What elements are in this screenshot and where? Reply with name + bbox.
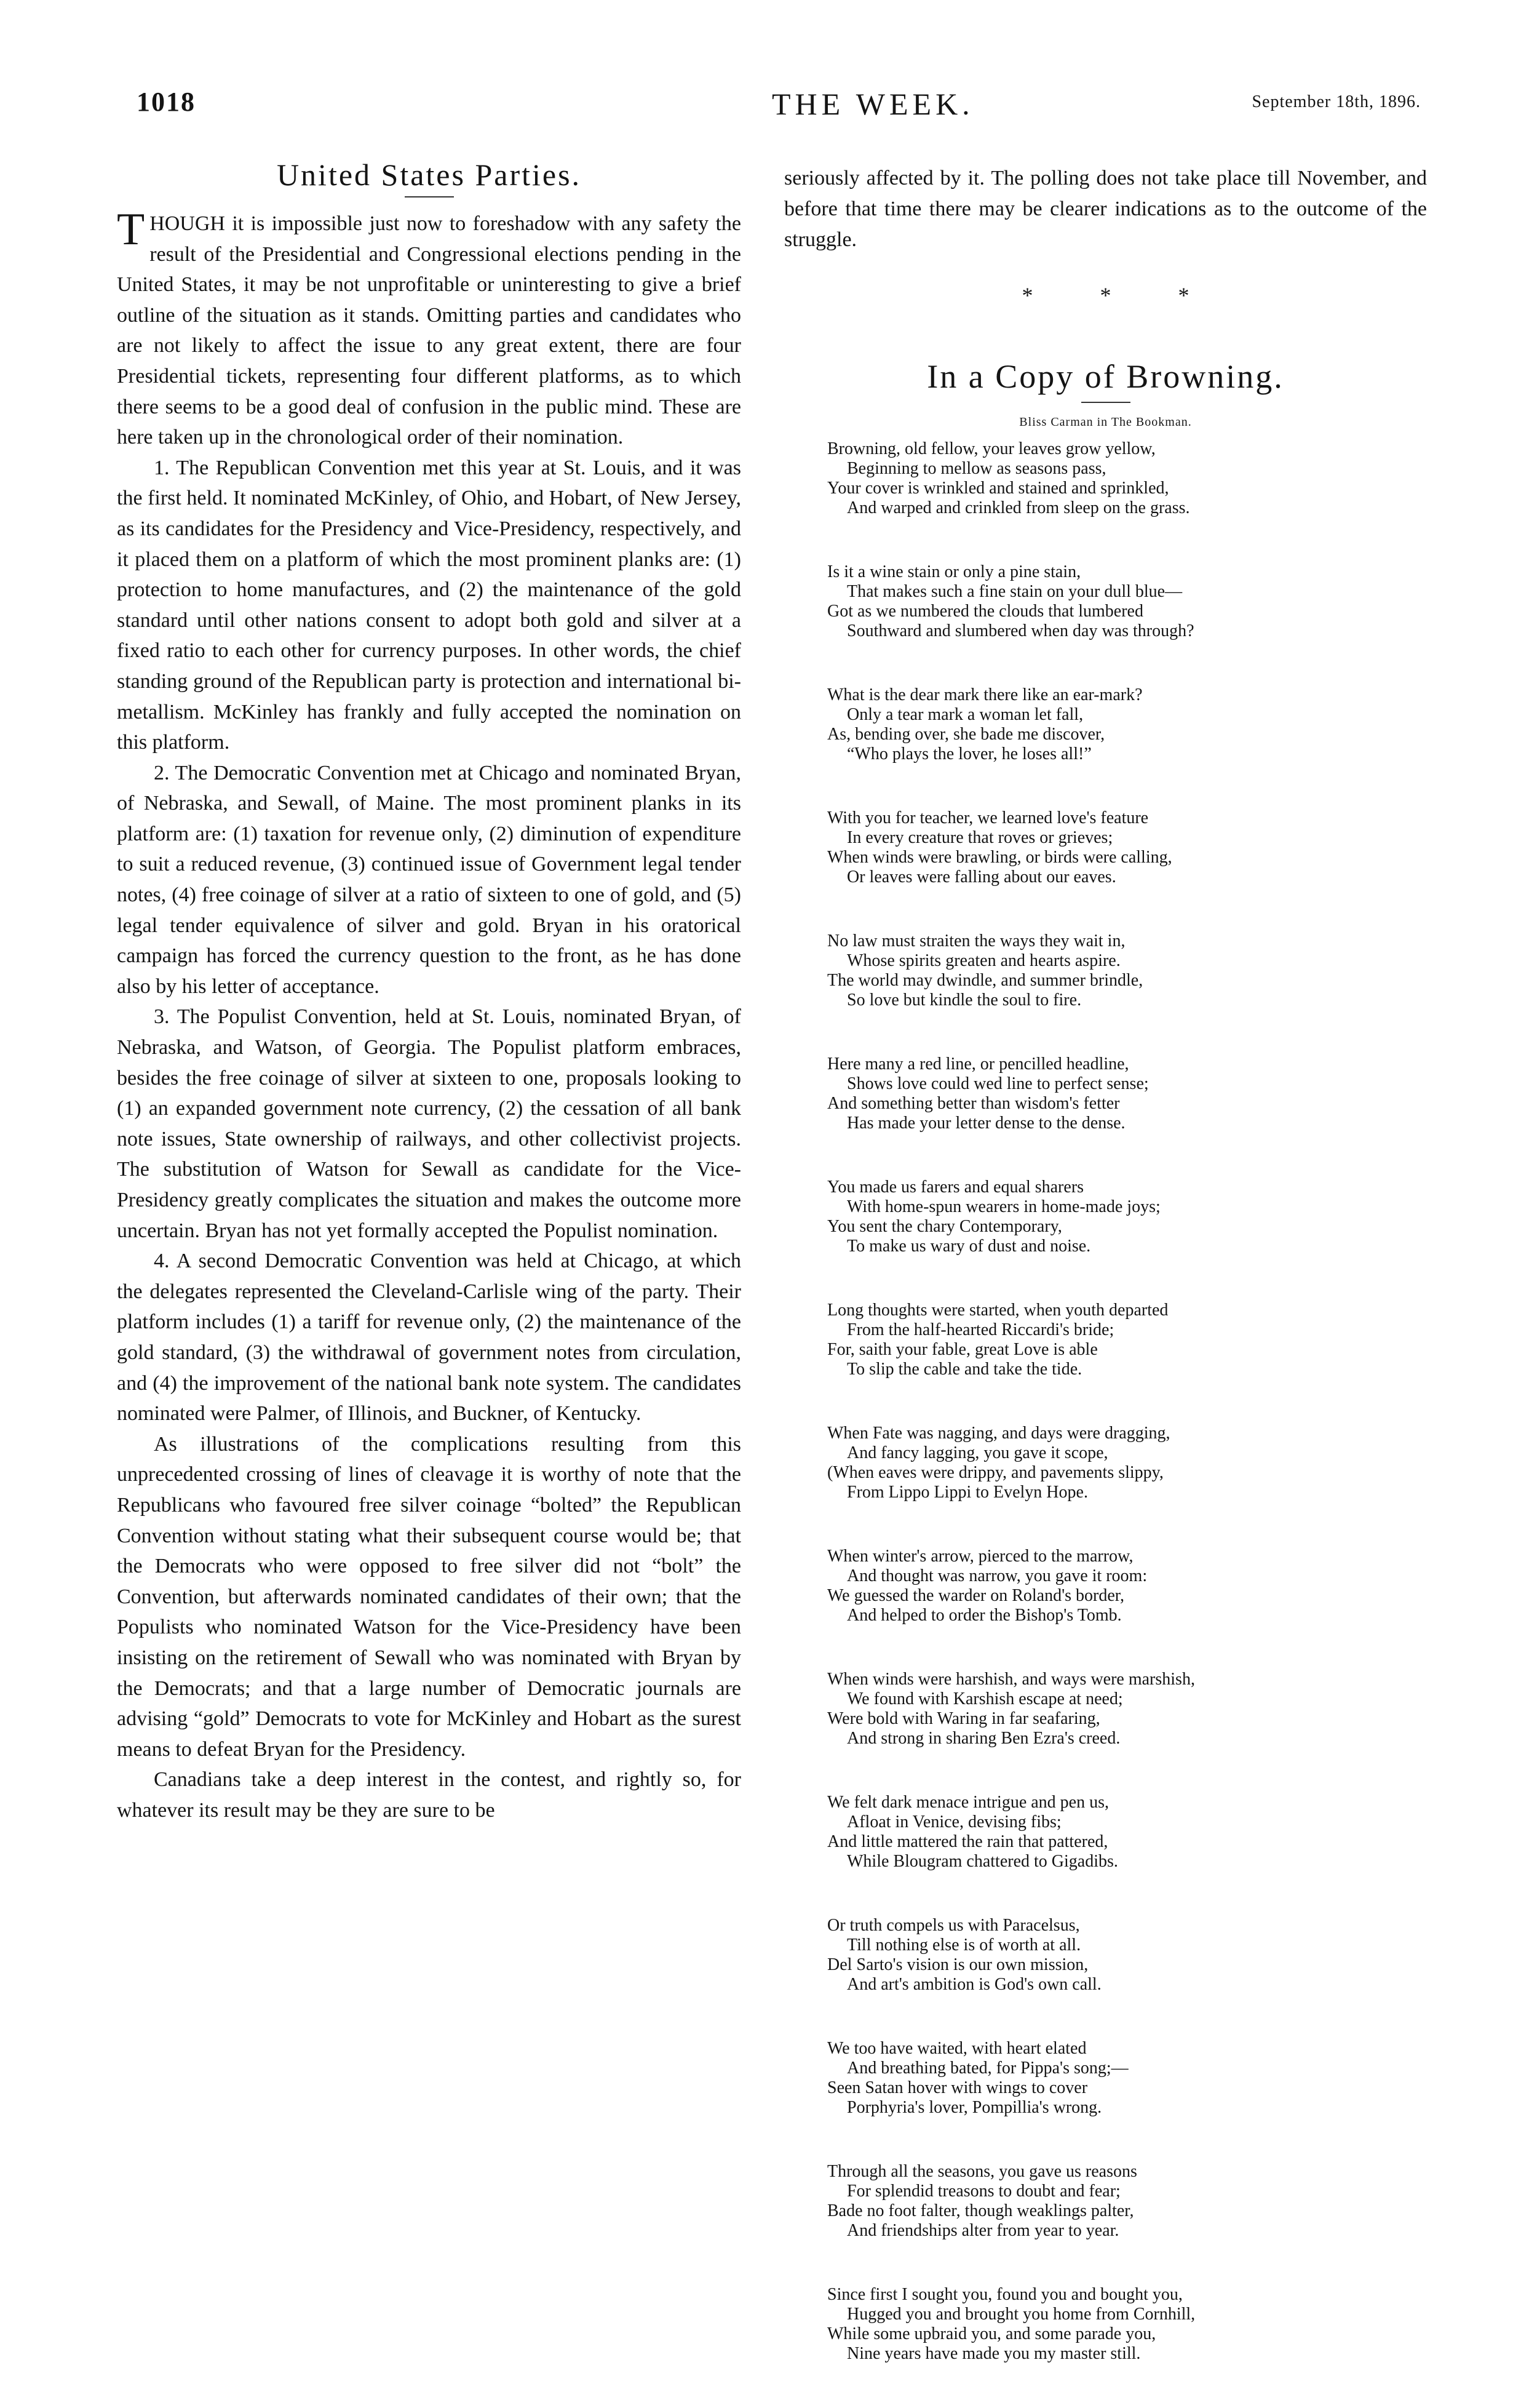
poem-line: Your cover is wrinkled and stained and sprinkled, (827, 479, 1169, 498)
poem-line: Afloat in Venice, devising fibs; (847, 1812, 1062, 1832)
poem-line: And friendships alter from year to year. (847, 2221, 1119, 2240)
poem-line: Nine years have made you my master still. (847, 2344, 1141, 2363)
poem-line: Or leaves were falling about our eaves. (847, 867, 1116, 887)
poem-line: For splendid treasons to doubt and fear; (847, 2182, 1121, 2201)
poem-stanza (827, 1178, 1427, 1256)
poem-line: For, saith your fable, great Love is able (827, 1340, 1098, 1359)
poem-stanza (827, 2162, 1427, 2241)
poem-stanza (827, 808, 1427, 887)
poem-line: “Who plays the lover, he loses all!” (847, 744, 1092, 763)
poem-line: We found with Karshish escape at need; (847, 1689, 1123, 1708)
poem-line: And thought was narrow, you gave it room: (847, 1566, 1148, 1585)
poem-line: While some upbraid you, and some parade you, (827, 2324, 1156, 2343)
poem-line: When winds were brawling, or birds were calling, (827, 848, 1172, 867)
poem-stanza (827, 1301, 1427, 1379)
poem-line: What is the dear mark there like an ear-mark? (827, 685, 1143, 704)
poem-line: While Blougram chattered to Gigadibs. (847, 1852, 1118, 1871)
title-rule (405, 196, 454, 197)
poem-stanza (827, 2285, 1427, 2364)
poem-stanza (827, 1670, 1427, 1748)
article-paragraph: 3. The Populist Convention, held at St. Louis, nominated Bryan, of Nebraska, and Watson, of Georgia. The Populist platform embraces, besides the free coinage of silver at sixteen to one, proposals looking to (1) an expanded government note currency, (2) the cessation of all bank note issues, State ownership of railways, and other collectivist projects. The substitution of Watson for Sewall as candidate for the Vice-Presidency greatly complicates the situation and makes the outcome more uncertain. Bryan has not yet formally accepted the Populist nomination. (117, 1005, 741, 1242)
poem-line: (When eaves were drippy, and pavements slippy, (827, 1463, 1164, 1482)
poem-title-rule (1081, 402, 1130, 403)
article-paragraph: Canadians take a deep interest in the contest, and rightly so, for whatever its result may be they are sure to be (117, 1768, 741, 1822)
poem-line: We felt dark menace intrigue and pen us, (827, 1793, 1110, 1812)
poem-stanzas (784, 439, 1427, 2364)
asterism-divider: * * * (1022, 283, 1220, 308)
poem-stanza (827, 1916, 1427, 1995)
poem-stanza (827, 685, 1427, 764)
poem-line: Beginning to mellow as seasons pass, (847, 459, 1106, 478)
poem-line: Has made your letter dense to the dense. (847, 1114, 1126, 1133)
poem-stanza (827, 1054, 1427, 1133)
poem-line: To slip the cable and take the tide. (847, 1360, 1082, 1379)
page-number: 1018 (137, 87, 196, 117)
poem-line: With you for teacher, we learned love's feature (827, 808, 1149, 827)
article-continuation (784, 163, 1427, 255)
poem-line: We too have waited, with heart elated (827, 2039, 1087, 2058)
poem-line: No law must straiten the ways they wait in, (827, 931, 1126, 951)
poem-stanza (827, 931, 1427, 1010)
article-paragraph: As illustrations of the complications resulting from this unprecedented crossing of lines of cleavage it is worthy of note that the Republicans who favoured free silver coinage “bolted” the Republican Convention without stating what their subsequent course would be; that the Democrats who were opposed to free silver did not “bolt” the Convention, but afterwards nominated candidates of their own; that the Populists who nominated Watson for the Vice-Presidency have been insisting on the retirement of Sewall who was nominated with Bryan by the Democrats; and that a large number of Democratic journals are advising “gold” Democrats to vote for McKinley and Hobart as the surest means to defeat Bryan for the Presidency. (117, 1432, 741, 1761)
poem-line: When winds were harshish, and ways were marshish, (827, 1670, 1195, 1689)
poem-line: Were bold with Waring in far seafaring, (827, 1709, 1100, 1728)
poem-title: In a Copy of Browning. (927, 358, 1284, 395)
poem-line: Long thoughts were started, when youth departed (827, 1301, 1169, 1320)
poem-line: In every creature that roves or grieves; (847, 828, 1113, 847)
poem-line: From Lippo Lippi to Evelyn Hope. (847, 1483, 1088, 1502)
poem-line: Whose spirits greaten and hearts aspire. (847, 951, 1121, 970)
publication-title: THE WEEK. (772, 87, 974, 121)
poem-line: We guessed the warder on Roland's border, (827, 1586, 1124, 1605)
poem-line: And little mattered the rain that pattered, (827, 1832, 1108, 1851)
poem-line: Shows love could wed line to perfect sense; (847, 1074, 1149, 1093)
poem-line: Seen Satan hover with wings to cover (827, 2078, 1088, 2097)
article-body (117, 204, 741, 1825)
poem-line: So love but kindle the soul to fire. (847, 991, 1082, 1010)
issue-date: September 18th, 1896. (1252, 92, 1421, 111)
poem-line: Southward and slumbered when day was through? (847, 621, 1194, 640)
poem-line: When winter's arrow, pierced to the marrow, (827, 1547, 1134, 1566)
poem-line: Since first I sought you, found you and bought you, (827, 2285, 1183, 2304)
article-title: United States Parties. (276, 157, 582, 192)
article-paragraph: 4. A second Democratic Convention was held at Chicago, at which the delegates represented the Cleveland-Carlisle wing of the party. Their platform includes (1) a tariff for revenue only, (2) the maintenance of the gold standard, (3) the withdrawal of government notes from circulation, and (4) the improvement of the national bank note system. The candidates nominated were Palmer, of Illinois, and Buckner, of Kentucky. (117, 1250, 741, 1425)
running-head (123, 86, 1421, 135)
poem-line: To make us wary of dust and noise. (847, 1237, 1091, 1256)
poem-line: Is it a wine stain or only a pine stain, (827, 562, 1081, 581)
continuation-paragraph: seriously affected by it. The polling does not take place till November, and before that time there may be clearer indications as to the outcome of the struggle. (784, 167, 1427, 251)
poem-source: Bliss Carman in The Bookman. (1019, 415, 1192, 429)
poem-line: As, bending over, she bade me discover, (827, 725, 1105, 744)
poem-line: You made us farers and equal sharers (827, 1178, 1084, 1197)
article-paragraph: 2. The Democratic Convention met at Chicago and nominated Bryan, of Nebraska, and Sewall, of Maine. The most prominent planks in its platform are: (1) taxation for revenue only, (2) diminution of expenditure to suit a reduced revenue, (3) continued issue of Government legal tender notes, (4) free coinage of silver at a ratio of sixteen to one of gold, and (5) legal tender equivalence of silver and gold. Bryan in his oratorical campaign has forced the currency question to the front, as he has done also by his letter of acceptance. (117, 761, 741, 998)
poem-line: When Fate was nagging, and days were dragging, (827, 1424, 1170, 1443)
poem-line: Only a tear mark a woman let fall, (847, 705, 1084, 724)
poem-line: That makes such a fine stain on your dull blue— (847, 582, 1183, 601)
poem-line: And helped to order the Bishop's Tomb. (847, 1606, 1122, 1625)
poem-line: Got as we numbered the clouds that lumbered (827, 602, 1143, 621)
poem-line: And fancy lagging, you gave it scope, (847, 1443, 1108, 1462)
poem-stanza (827, 1793, 1427, 1872)
poem-line: Porphyria's lover, Pompillia's wrong. (847, 2098, 1102, 2117)
article-paragraph: 1. The Republican Convention met this year at St. Louis, and it was the first held. It nominated McKinley, of Ohio, and Hobart, of New Jersey, as its candidates for the Presidency and Vice-Presidency, respectively, and it placed them on a platform of which the most prominent planks are: (1) protection to home manufactures, and (2) the maintenance of the gold standard until other nations consent to adopt both gold and silver at a fixed ratio to each other for currency purposes. In other words, the chief standing ground of the Republican party is protection and international bi-metallism. McKinley has frankly and fully accepted the nomination on this platform. (117, 456, 741, 754)
poem-line: The world may dwindle, and summer brindle, (827, 971, 1143, 990)
poem-line: You sent the chary Contemporary, (827, 1217, 1062, 1236)
poem-line: And breathing bated, for Pippa's song;— (847, 2059, 1129, 2078)
poem-line: With home-spun wearers in home-made joys; (847, 1197, 1161, 1216)
poem-line: And warped and crinkled from sleep on the grass. (847, 498, 1190, 517)
right-column (784, 163, 1427, 2408)
poem-line: Browning, old fellow, your leaves grow yellow, (827, 439, 1156, 458)
poem-line: Hugged you and brought you home from Cornhill, (847, 2305, 1196, 2324)
poem-stanza (827, 439, 1427, 518)
poem-line: And art's ambition is God's own call. (847, 1975, 1102, 1994)
poem-line: And strong in sharing Ben Ezra's creed. (847, 1729, 1121, 1748)
poem-line: Till nothing else is of worth at all. (847, 1936, 1081, 1955)
poem-stanza (827, 562, 1427, 641)
poem-line: Bade no foot falter, though weaklings palter, (827, 2201, 1134, 2220)
article-paragraph: THOUGH it is impossible just now to foreshadow with any safety the result of the Presidential and Congressional elections pending in the United States, it may be not unprofitable or uninteresting to give a brief outline of the situation as it stands. Omitting parties and candidates who are not likely to affect the issue to any great extent, there are four Presidential tickets, representing four different platforms, as to which there seems to be a good deal of confusion in the public mind. These are here taken up in the chronological order of their nomination. (117, 204, 741, 449)
drop-cap: T (117, 204, 145, 255)
poem-line: Del Sarto's vision is our own mission, (827, 1955, 1089, 1974)
poem-line: Here many a red line, or pencilled headline, (827, 1054, 1129, 1074)
poem-line: Or truth compels us with Paracelsus, (827, 1916, 1080, 1935)
poem-stanza (827, 1547, 1427, 1625)
poem-line: And something better than wisdom's fetter (827, 1094, 1120, 1113)
poem-line: Through all the seasons, you gave us reasons (827, 2162, 1137, 2181)
poem-line: From the half-hearted Riccardi's bride; (847, 1320, 1114, 1339)
poem-stanza (827, 2039, 1427, 2118)
left-column (117, 157, 741, 1825)
poem-stanza (827, 1424, 1427, 1502)
